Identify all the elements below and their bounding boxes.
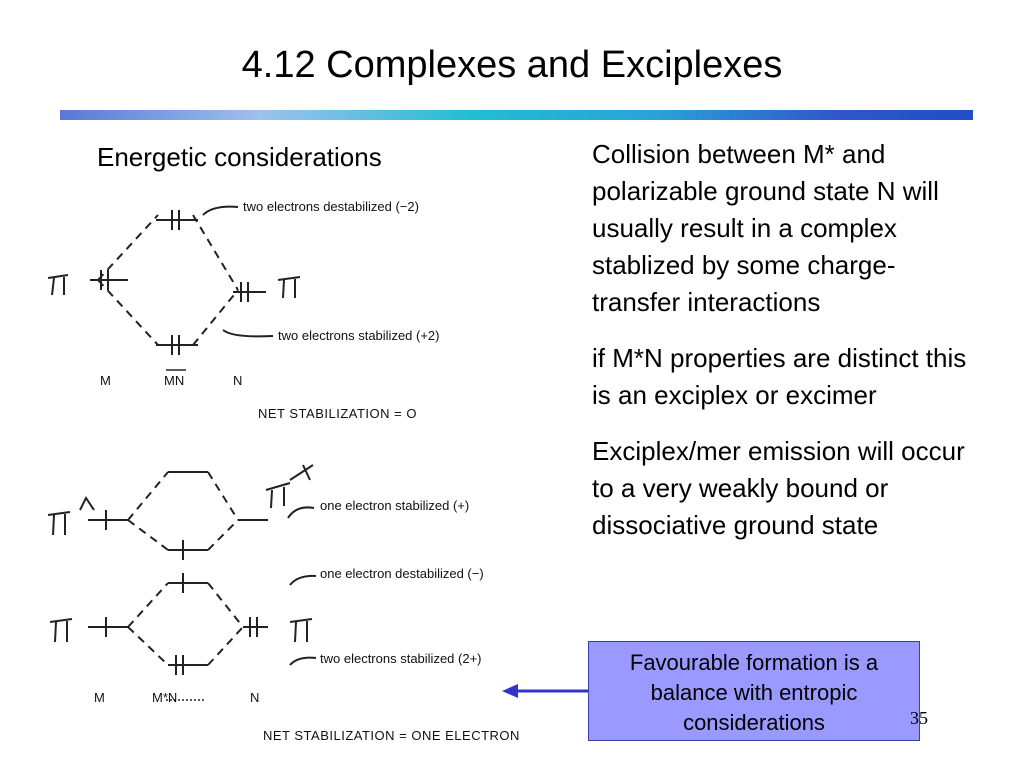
pointer-b2 — [290, 576, 316, 585]
annotation-one-destabilized: one electron destabilized (−) — [320, 566, 484, 581]
label-bottom-n: N — [250, 690, 260, 705]
annotation-two-destabilized: two electrons destabilized (−2) — [243, 199, 419, 214]
label-bottom-mn: M*N — [152, 690, 178, 705]
pi-star-symbol-left — [48, 512, 70, 535]
net-stabilization-bottom: NET STABILIZATION = ONE ELECTRON — [263, 728, 520, 743]
top-levels-solid — [90, 210, 266, 355]
orbital-diagram — [28, 180, 588, 750]
body-text — [592, 136, 982, 648]
label-top-m: M — [100, 373, 111, 388]
pi-star-symbol-right — [266, 465, 313, 508]
pi-symbol-top-right — [278, 277, 300, 298]
pointer-upper — [203, 207, 238, 215]
slide-title: 4.12 Complexes and Exciplexes — [241, 44, 783, 86]
net-stabilization-top: NET STABILIZATION = O — [258, 406, 417, 421]
star-left — [80, 498, 94, 510]
label-bottom-m: M — [94, 690, 105, 705]
title-underline — [60, 110, 973, 120]
body-paragraph-1: Collision between M* and polarizable ground state N will usually result in a complex stablized by some charge-transfer interactions — [592, 139, 939, 317]
annotation-one-stabilized: one electron stabilized (+) — [320, 498, 470, 513]
left-arrow — [500, 676, 592, 706]
body-paragraph-3: Exciplex/mer emission will occur to a very weakly bound or dissociative ground state — [592, 436, 965, 540]
annotation-two-stabilized: two electrons stabilized (+2) — [278, 328, 440, 343]
subheading: Energetic considerations — [97, 142, 382, 172]
pi-symbol-bottom-left — [50, 619, 72, 642]
label-top-mn: MN — [164, 373, 185, 388]
callout-box: Favourable formation is a balance with entropic considerations — [588, 641, 920, 741]
body-paragraph-2: if M*N properties are distinct this is an exciplex or excimer — [592, 343, 967, 410]
pi-symbol-top-left — [48, 275, 68, 295]
pointer-b3 — [290, 658, 316, 665]
pointer-lower — [223, 330, 273, 336]
pi-symbol-bottom-right — [290, 619, 312, 642]
slide-number: 35 — [910, 708, 928, 728]
pointer-b1 — [288, 507, 314, 518]
annotation-two-stabilized-2: two electrons stabilized (2+) — [320, 651, 482, 666]
label-top-n: N — [233, 373, 243, 388]
